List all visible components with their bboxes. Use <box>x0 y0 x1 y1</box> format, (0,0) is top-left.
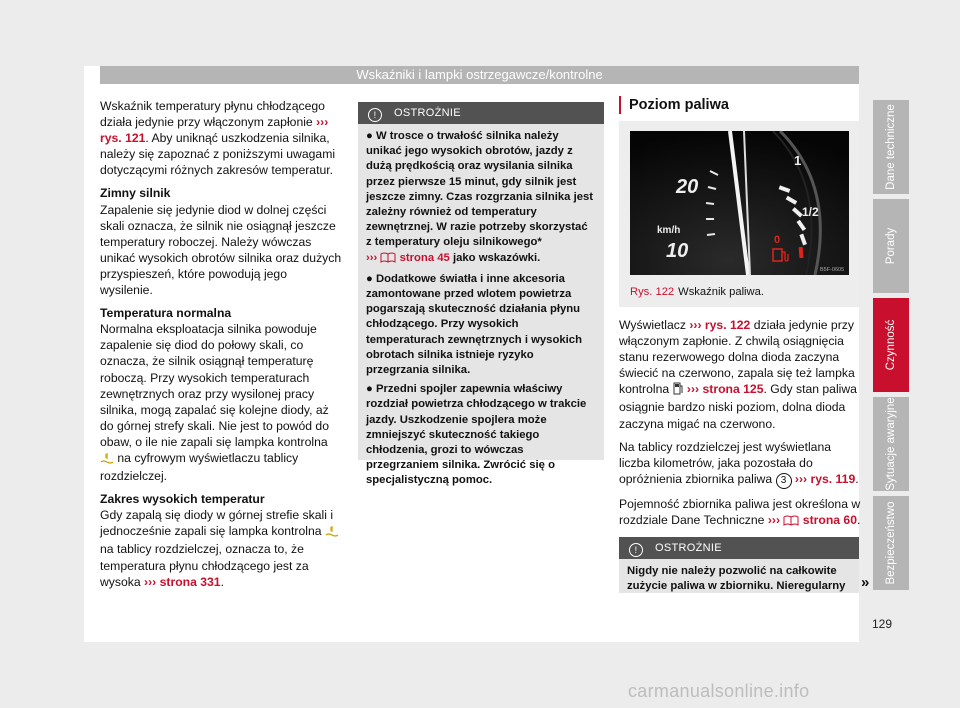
ref-link-strona-125[interactable]: strona 125 <box>702 382 764 397</box>
heading-normal-temp: Temperatura normalna <box>100 306 232 321</box>
manual-book-icon <box>380 251 396 268</box>
tab-bezpieczenstwo[interactable]: Bezpieczeństwo <box>873 496 909 590</box>
page-number: 129 <box>872 617 893 631</box>
paragraph-range: Na tablicy rozdzielczej jest wyświetlana liczba kilometrów, jaka pozostała do opróżnienia zbiornika paliwa 3 ››› rys. 119. <box>619 439 861 489</box>
caution-bullet-2: ● Dodatkowe światła i inne akcesoria zamontowane przed wlotem powietrza pogarszają skuteczność działania płynu chłodzącego. Przy wysokich temperaturach zewnętrznych i wysokich obrotach silnika istnieje ryzyko przegrzania silnika. <box>366 272 582 377</box>
fuel-gauge-image <box>630 131 849 275</box>
ref-link-strona-60[interactable]: strona 60 <box>802 512 857 527</box>
tab-czynnosc[interactable]: Czynność <box>873 298 909 392</box>
tab-porady[interactable]: Porady <box>873 199 909 293</box>
fuel-full-label: 1 <box>794 153 802 168</box>
figure-fuel-gauge <box>619 121 859 307</box>
callout-number-badge: 3 <box>776 473 792 489</box>
watermark: carmanualsonline.info <box>628 681 810 701</box>
paragraph-normal-temp: Normalna eksploatacja silnika powoduje zapalenie się diod do połowy skali, co oznacza, że silnik osiągnął temperaturę roboczą. Przy wysokich temperaturach zewnętrznych oraz przy wysilonej pracy silnika, mogą zapalać się kolejne diody, aż do górnej strefy skali. Nie jest to powód do obaw, o ile nie zapali się lampka kontrolna na cyfrowym wyświetlaczu tablicy rozdzielczej. <box>100 322 329 484</box>
ref-arrows: ››› <box>316 115 329 130</box>
coolant-warning-icon <box>325 525 339 541</box>
continue-arrow-icon: » <box>861 574 870 591</box>
ref-link-strona-45[interactable]: strona 45 <box>399 251 450 264</box>
heading-cold-engine: Zimny silnik <box>100 186 171 201</box>
paragraph-capacity: Pojemność zbiornika paliwa jest określona w rozdziale Dane Techniczne ››› strona 60. <box>619 496 861 530</box>
figure-label: Rys. 122 <box>630 286 675 298</box>
tab-sytuacje-awaryjne[interactable]: Sytuacje awaryjne <box>873 397 909 491</box>
exclamation-icon: ! <box>629 543 643 557</box>
ref-link-rys-122[interactable]: rys. 122 <box>704 318 751 332</box>
caution-header: ! OSTROŻNIE <box>619 537 859 559</box>
tab-dane-techniczne[interactable]: Dane techniczne <box>873 100 909 194</box>
manual-book-icon <box>783 514 799 530</box>
caution-box-engine <box>358 102 604 487</box>
fuel-half-label: 1/2 <box>802 205 819 219</box>
speed-10-label: 10 <box>666 240 689 262</box>
ref-link-rys-119[interactable]: rys. 119 <box>810 471 856 486</box>
page-header: Wskaźniki i lampki ostrzegawcze/kontrolne <box>100 66 859 84</box>
section-title-fuel-level: Poziom paliwa <box>619 96 869 114</box>
caution-fuel-text: Nigdy nie należy pozwolić na całkowite zużycie paliwa w zbiorniku. Nieregularny <box>627 565 846 593</box>
fuel-pump-icon <box>673 382 684 399</box>
paragraph-cold-engine: Zapalenie się jedynie diod w dolnej części skali oznacza, że silnik nie osiągnął jeszcze temperatury roboczej. Należy wówczas unikać wysokich obrotów silnika oraz dużych przyspieszeń, które powodują jego wysilenie. <box>100 202 342 298</box>
fuel-empty-label: 0 <box>774 234 781 246</box>
caution-bullet-1: ● W trosce o trwałość silnika należy unikać jego wysokich obrotów, jazdy z dużą prędkością oraz wysilania silnika przez pierwsze 15 minut, gdy silnik jest jeszcze zimny. Czas rozgrzania silnika jest zależny również od temperatury zewnętrznej. W razie potrzeby skorzystać z temperatury oleju silnikowego* ››› strona 45 jako wskazówki. <box>366 129 596 268</box>
kmh-label: km/h <box>657 225 681 236</box>
paragraph-fuel-display: Wyświetlacz ››› rys. 122 działa jedynie przy włączonym zapłonie. Z chwilą osiągnięcia stanu rezerwowego dolna dioda zaczyna świecić na czerwono, zapala się też lampka kontrolna ››› strona 125. Gdy stan paliwa osiągnie bardzo niski poziom, dolna dioda zaczyna migać na czerwono. <box>619 318 857 431</box>
fuel-text-column <box>619 317 861 537</box>
figure-caption: Rys. 122 Wskaźnik paliwa. <box>630 286 764 298</box>
coolant-warning-icon <box>100 452 114 468</box>
caution-header: ! OSTROŻNIE <box>358 102 604 124</box>
paragraph-high-temp: Gdy zapalą się diody w górnej strefie skali i jednocześnie zapali się lampka kontrolna na tablicy rozdzielczej, oznacza to, że temperatura płynu chłodzącego jest za wysoka ››› strona 331. <box>100 507 342 589</box>
caution-bullet-3: ● Przedni spojler zapewnia właściwy rozdział powietrza chłodzącego w trakcie jazdy. Uszkodzenie spojlera może zmniejszyć skuteczność takiego chłodzenia, grozi to wówczas przegrzaniem silnika. Zwrócić się o specjalistyczną pomoc. <box>366 383 587 487</box>
ref-link-rys-121[interactable]: rys. 121 <box>100 131 146 146</box>
heading-high-temp: Zakres wysokich temperatur <box>100 492 265 507</box>
coolant-text-column <box>100 98 342 597</box>
ref-link-strona-331[interactable]: strona 331 <box>159 574 221 589</box>
intro-paragraph: Wskaźnik temperatury płynu chłodzącego działa jedynie przy włączonym zapłonie ››› rys. 121. Aby uniknąć uszkodzenia silnika, należy się zapoznać z poniższymi uwagami dotyczącymi różnych zakresów temperatur. <box>100 99 336 178</box>
figure-code: B5F-0605 <box>820 267 845 273</box>
speed-20-label: 20 <box>676 176 699 198</box>
exclamation-icon: ! <box>368 108 382 122</box>
caution-box-fuel <box>619 537 859 593</box>
